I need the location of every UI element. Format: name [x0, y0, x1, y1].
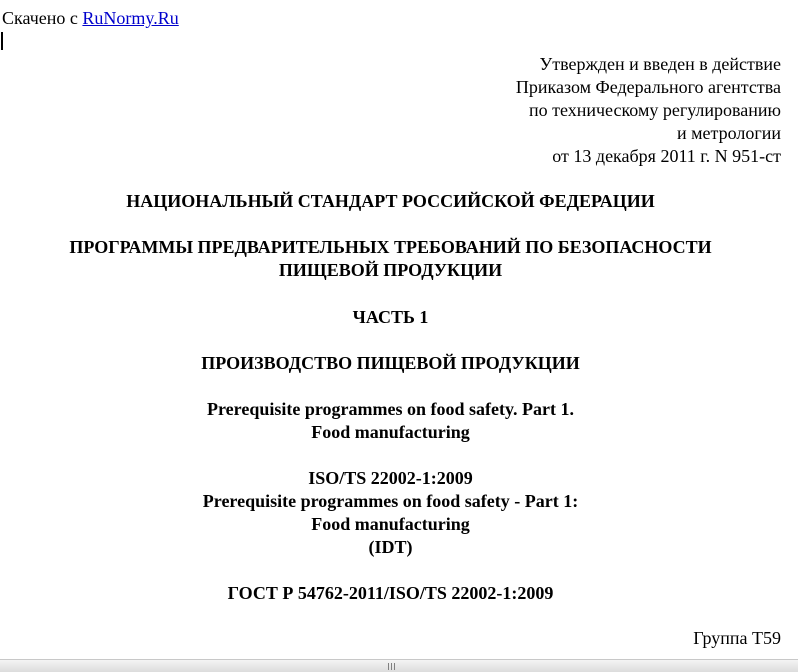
english-title	[0, 398, 781, 444]
group-label: Группа Т59	[693, 628, 781, 648]
source-link[interactable]: RuNormy.Ru	[82, 8, 179, 28]
approval-block	[516, 53, 781, 168]
subtitle-heading	[0, 352, 781, 375]
document-title	[0, 236, 781, 282]
download-source-line	[2, 7, 179, 29]
approval-line: от 13 декабря 2011 г. N 951-ст	[552, 146, 781, 166]
scrollbar-grip-icon[interactable]	[388, 663, 397, 670]
part-text: ЧАСТЬ 1	[352, 307, 429, 327]
approval-line: Утвержден и введен в действие	[539, 54, 781, 74]
iso-line: Prerequisite programmes on food safety - Part 1:	[202, 491, 579, 511]
approval-line: по техническому регулированию	[528, 100, 781, 120]
english-title-line: Food manufacturing	[311, 422, 470, 442]
english-title-line: Prerequisite programmes on food safety. Part 1.	[207, 399, 574, 419]
gost-code-text: ГОСТ Р 54762-2011/ISO/TS 22002-1:2009	[227, 583, 554, 603]
iso-line: ISO/TS 22002-1:2009	[308, 468, 473, 488]
iso-reference	[0, 467, 781, 559]
part-heading	[0, 306, 781, 329]
title-line: ПРОГРАММЫ ПРЕДВАРИТЕЛЬНЫХ ТРЕБОВАНИЙ ПО БЕЗОПАСНОСТИ	[69, 237, 712, 257]
title-line: ПИЩЕВОЙ ПРОДУКЦИИ	[278, 260, 503, 280]
gost-code-heading	[0, 582, 781, 605]
subtitle-text: ПРОИЗВОДСТВО ПИЩЕВОЙ ПРОДУКЦИИ	[201, 353, 580, 373]
iso-line: (IDT)	[368, 537, 413, 557]
iso-line: Food manufacturing	[311, 514, 470, 534]
horizontal-scrollbar[interactable]	[0, 659, 798, 672]
approval-line: Приказом Федерального агентства	[515, 77, 781, 97]
national-standard-heading	[0, 190, 781, 213]
text-caret	[1, 32, 3, 50]
downloaded-prefix: Скачено с	[2, 8, 78, 28]
national-standard-text: НАЦИОНАЛЬНЫЙ СТАНДАРТ РОССИЙСКОЙ ФЕДЕРАЦИИ	[126, 191, 655, 211]
approval-line: и метрологии	[677, 123, 781, 143]
